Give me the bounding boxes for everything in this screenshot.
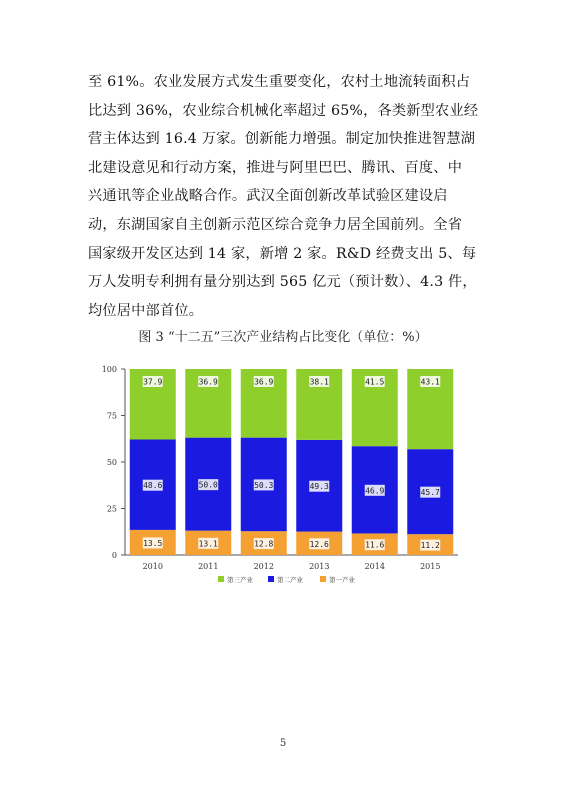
legend-label: 第二产业 <box>277 576 303 584</box>
body-line: 均位居中部首位。 <box>88 302 204 319</box>
data-label: 45.7 <box>420 488 440 498</box>
body-line: 北建设意见和行动方案，推进与阿里巴巴、腾讯、百度、中 <box>88 159 463 176</box>
x-tick-label: 2011 <box>198 562 219 571</box>
legend-swatch <box>218 576 224 582</box>
body-line: 万人发明专利拥有量分别达到 565 亿元（预计数）、4.3 件， <box>88 274 477 291</box>
x-tick-label: 2014 <box>364 562 385 571</box>
x-tick-label: 2013 <box>309 562 330 571</box>
data-label: 11.2 <box>420 541 440 551</box>
body-line: 国家级开发区达到 14 家，新增 2 家。R&D 经费支出 5、每 <box>88 245 477 262</box>
stacked-bar-chart <box>0 355 566 590</box>
data-label: 50.3 <box>254 480 274 490</box>
body-line: 营主体达到 16.4 万家。创新能力增强。制定加快推进智慧湖 <box>88 131 476 148</box>
x-tick-label: 2015 <box>420 562 441 571</box>
data-label: 48.6 <box>143 481 163 491</box>
y-tick-label: 25 <box>106 504 117 514</box>
data-label: 12.8 <box>254 539 274 549</box>
x-tick-label: 2012 <box>253 562 274 571</box>
legend-label: 第三产业 <box>227 576 253 584</box>
y-tick-label: 75 <box>106 411 117 421</box>
data-label: 46.9 <box>365 486 385 496</box>
data-label: 50.0 <box>198 480 218 490</box>
data-label: 36.9 <box>198 377 218 387</box>
data-label: 11.6 <box>365 540 385 550</box>
legend-swatch <box>320 576 326 582</box>
body-line: 兴通讯等企业战略合作。武汉全面创新改革试验区建设启 <box>88 188 448 205</box>
data-label: 36.9 <box>254 377 274 387</box>
figure-title: 图 3 “十二五”三次产业结构占比变化（单位：%） <box>138 330 428 345</box>
data-label: 13.5 <box>143 538 163 548</box>
body-line: 至 61%。农业发展方式发生重要变化，农村土地流转面积占 <box>88 74 471 90</box>
y-tick-label: 100 <box>101 365 117 374</box>
data-label: 37.9 <box>143 377 163 387</box>
y-tick-label: 50 <box>106 458 117 467</box>
y-tick-label: 0 <box>111 551 117 560</box>
legend-label: 第一产业 <box>329 576 355 584</box>
data-label: 13.1 <box>198 539 218 549</box>
legend-swatch <box>268 576 274 582</box>
page-number: 5 <box>279 738 287 749</box>
body-paragraph <box>88 68 488 325</box>
data-label: 41.5 <box>365 377 385 387</box>
data-label: 43.1 <box>420 377 440 387</box>
x-tick-label: 2010 <box>142 562 163 571</box>
data-label: 12.6 <box>309 539 329 549</box>
body-line: 比达到 36%，农业综合机械化率超过 65%，各类新型农业经 <box>88 102 479 119</box>
body-line: 动，东湖国家自主创新示范区综合竞争力居全国前列。全省 <box>88 216 463 233</box>
data-label: 38.1 <box>309 377 329 387</box>
data-label: 49.3 <box>309 482 329 492</box>
